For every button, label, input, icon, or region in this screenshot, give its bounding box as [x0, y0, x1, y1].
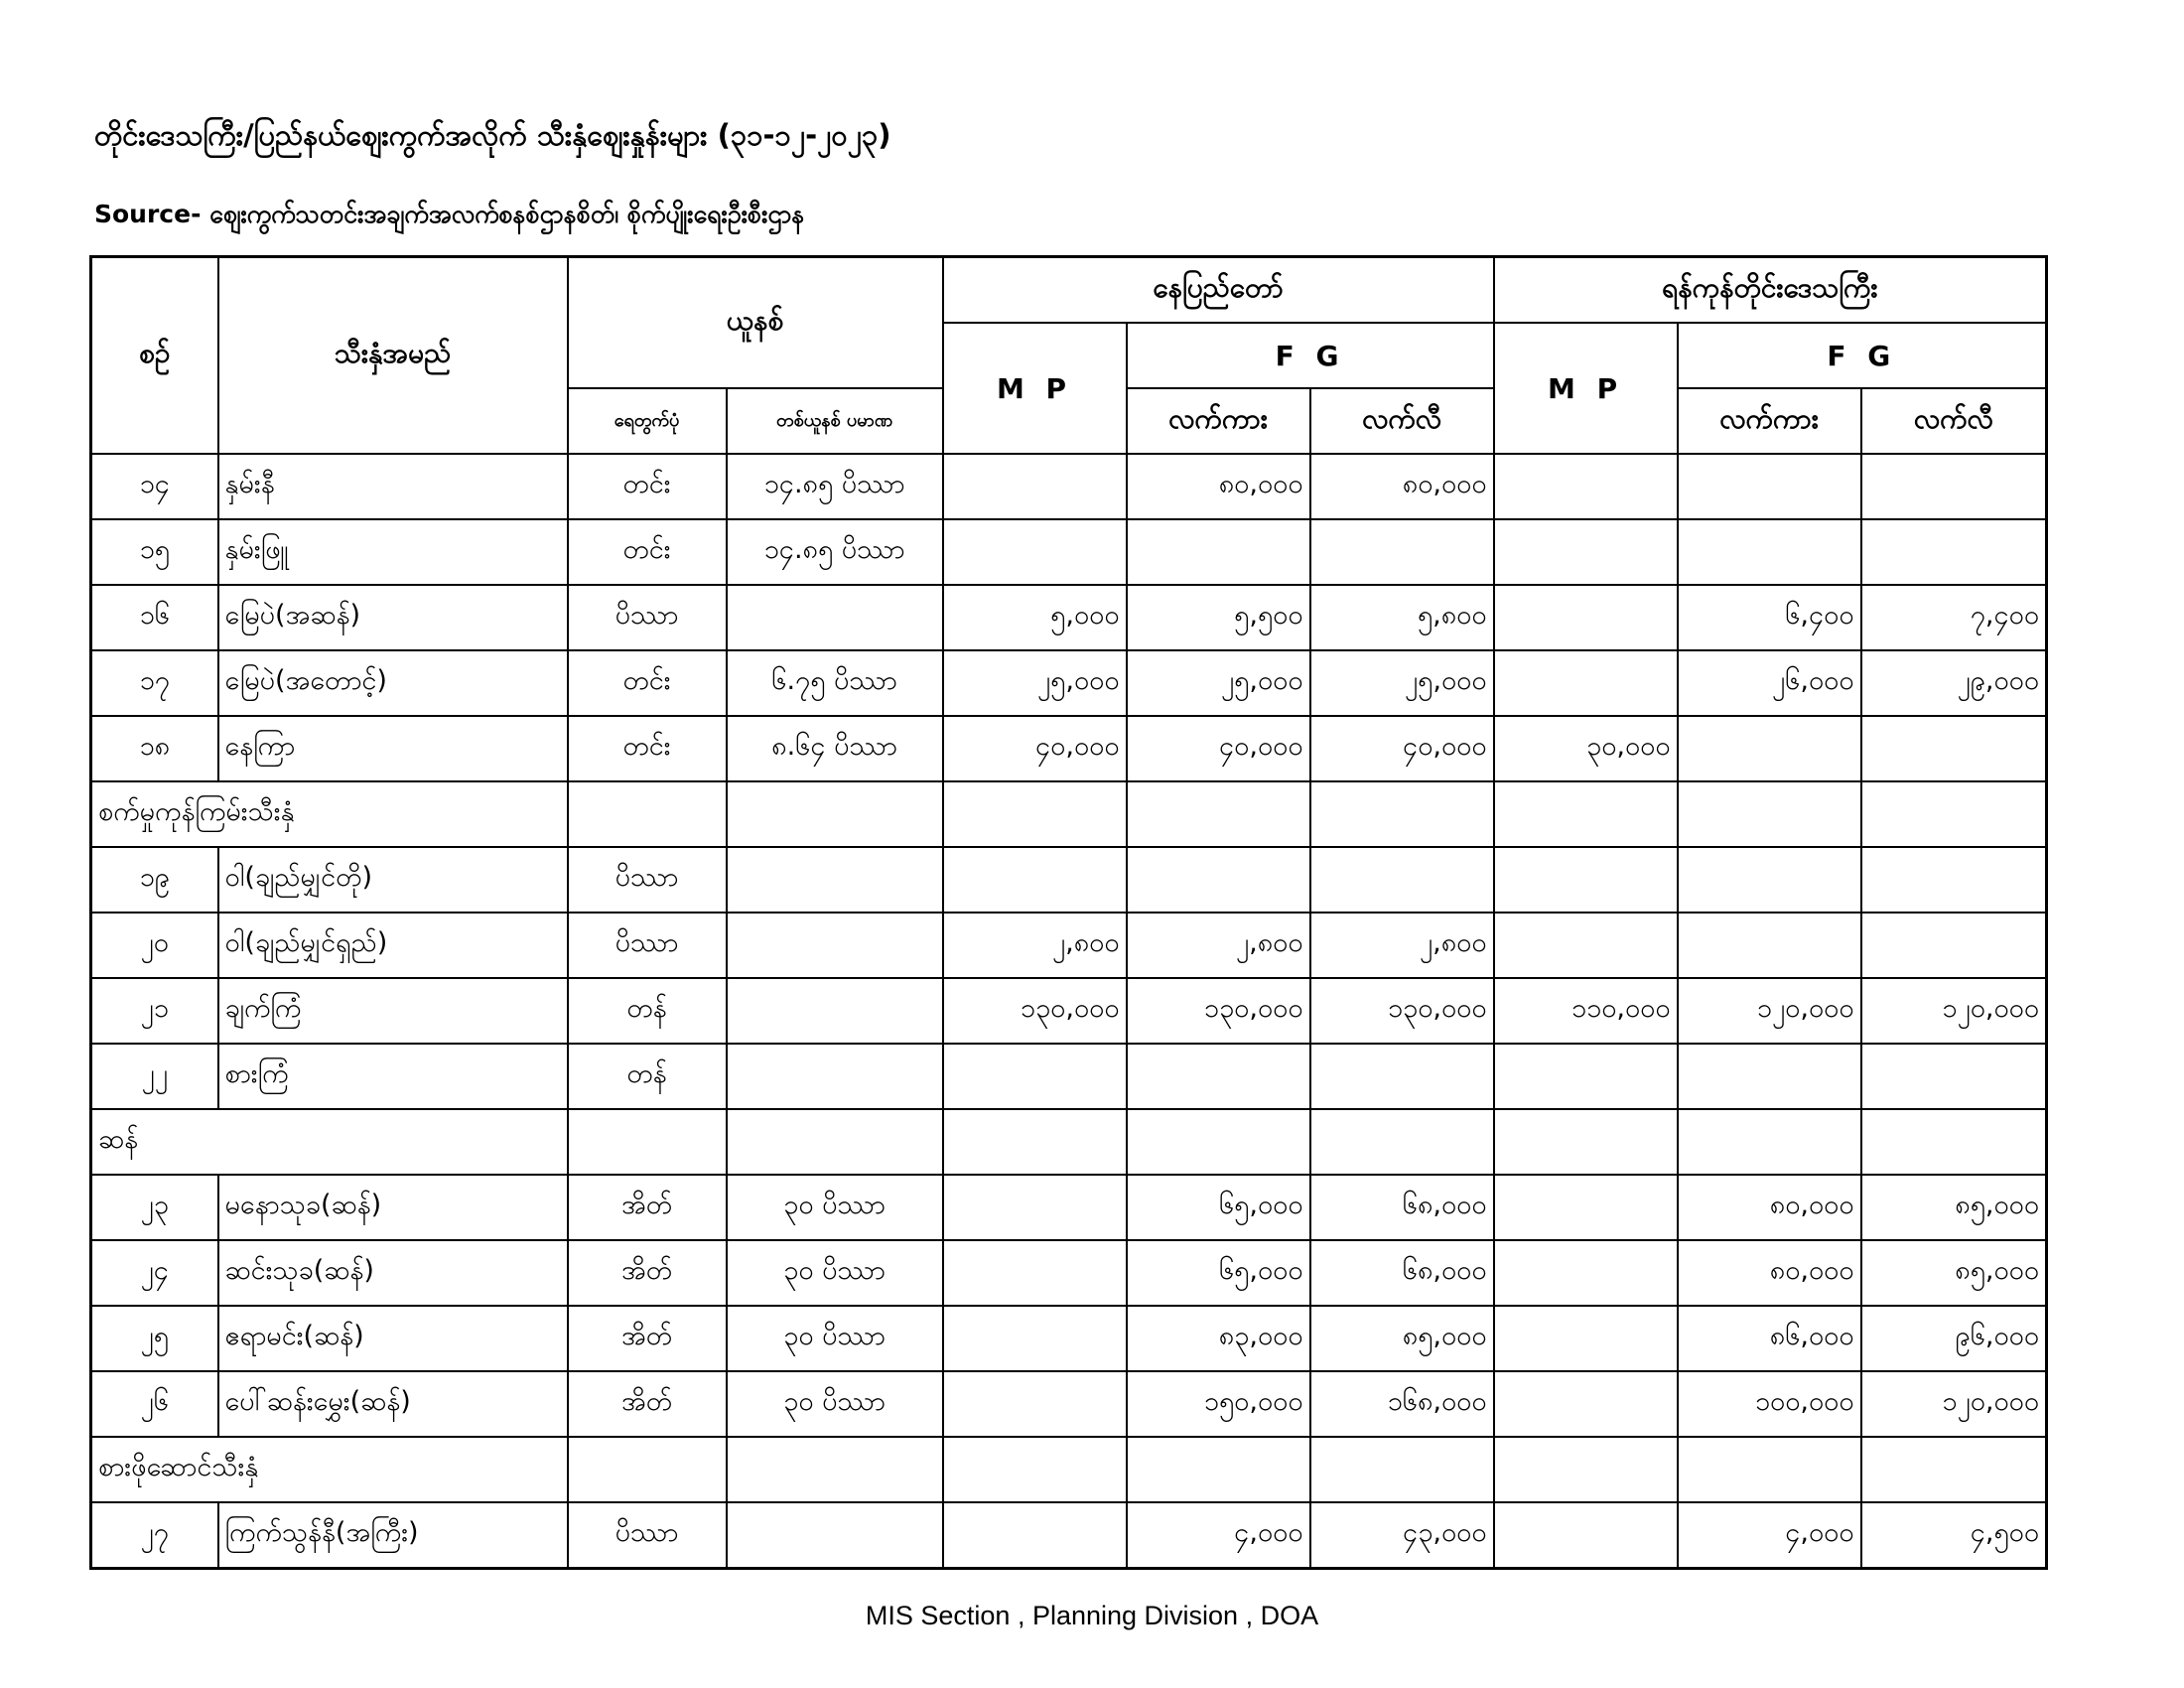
- yangon-retail-price: ၁၂၀,၀၀၀: [1861, 978, 2047, 1044]
- crop-name: မြေပဲ(အဆန်): [218, 585, 568, 650]
- naypyitaw-mp-price: [943, 1371, 1127, 1437]
- naypyitaw-mp-price: [943, 519, 1127, 585]
- empty-cell: [1861, 1109, 2047, 1175]
- unit-weight: [727, 1502, 943, 1569]
- naypyitaw-header: နေပြည်တော်: [943, 257, 1494, 324]
- yangon-retail-price: ၈၅,၀၀၀: [1861, 1240, 2047, 1306]
- table-row: [91, 1502, 2047, 1569]
- naypyitaw-mp-price: ၂,၈၀၀: [943, 913, 1127, 978]
- unit-weight: ၁၄.၈၅ ပိဿာ: [727, 454, 943, 519]
- naypyitaw-retail-price: ၂၅,၀၀၀: [1310, 650, 1494, 716]
- unit-count: ပိဿာ: [568, 847, 727, 913]
- crop-name: ပေါ်ဆန်းမွှေး(ဆန်): [218, 1371, 568, 1437]
- unit-count: အိတ်: [568, 1175, 727, 1240]
- naypyitaw-wholesale-price: ၁၅၀,၀၀၀: [1127, 1371, 1310, 1437]
- yangon-wholesale-price: [1678, 913, 1861, 978]
- yangon-retail-price: [1861, 913, 2047, 978]
- row-number: ၂၁: [91, 978, 218, 1044]
- table-row: [91, 1044, 2047, 1109]
- crop-name: ချက်ကြံ: [218, 978, 568, 1044]
- col-crop-header: သီးနှံအမည်: [218, 257, 568, 455]
- footer-text: MIS Section , Planning Division , DOA: [865, 1601, 1319, 1630]
- yangon-retail-price: ၂၉,၀၀၀: [1861, 650, 2047, 716]
- naypyitaw-mp-price: ၂၅,၀၀၀: [943, 650, 1127, 716]
- yangon-mp-price: [1494, 1502, 1678, 1569]
- yangon-wholesale-price: ၈၀,၀၀၀: [1678, 1175, 1861, 1240]
- yangon-mp-price: [1494, 1240, 1678, 1306]
- naypyitaw-wholesale-price: [1127, 519, 1310, 585]
- source-line: Source- ဈေးကွက်သတင်းအချက်အလက်စနစ်ဌာနစိတ်၊ စိုက်ပျိုးရေးဦးစီးဌာန: [94, 200, 805, 228]
- section-label: စားဖိုဆောင်သီးနှံ: [91, 1437, 568, 1502]
- yangon-header: ရန်ကုန်တိုင်းဒေသကြီး: [1494, 257, 2047, 324]
- naypyitaw-retail-price: ၈၅,၀၀၀: [1310, 1306, 1494, 1371]
- naypyitaw-retail-price: ၄၃,၀၀၀: [1310, 1502, 1494, 1569]
- yangon-mp-price: [1494, 519, 1678, 585]
- yangon-retail-price: [1861, 1044, 2047, 1109]
- crop-name: မြေပဲ(အတောင့်): [218, 650, 568, 716]
- table-row: [91, 716, 2047, 781]
- unit-weight: [727, 978, 943, 1044]
- yangon-mp-price: [1494, 650, 1678, 716]
- crop-name: နေကြာ: [218, 716, 568, 781]
- row-number: ၂၀: [91, 913, 218, 978]
- yangon-mp-price: ၁၁၀,၀၀၀: [1494, 978, 1678, 1044]
- naypyitaw-mp-price: ၄၀,၀၀၀: [943, 716, 1127, 781]
- naypyitaw-mp-price: [943, 1044, 1127, 1109]
- empty-cell: [727, 1109, 943, 1175]
- crop-name: ကြက်သွန်နီ(အကြီး): [218, 1502, 568, 1569]
- yangon-wholesale-price: ၈၀,၀၀၀: [1678, 1240, 1861, 1306]
- yangon-wholesale-price: [1678, 716, 1861, 781]
- unit-weight: ၆.၇၅ ပိဿာ: [727, 650, 943, 716]
- yangon-retail-price: ၈၅,၀၀၀: [1861, 1175, 2047, 1240]
- yangon-mp-price: [1494, 1371, 1678, 1437]
- table-row: [91, 913, 2047, 978]
- naypyitaw-retail-price: ၄၀,၀၀၀: [1310, 716, 1494, 781]
- empty-cell: [943, 1109, 1127, 1175]
- row-number: ၂၅: [91, 1306, 218, 1371]
- crop-name: နှမ်းနီ: [218, 454, 568, 519]
- empty-cell: [568, 1437, 727, 1502]
- unit-weight: [727, 585, 943, 650]
- empty-cell: [727, 781, 943, 847]
- table-row: [91, 454, 2047, 519]
- empty-cell: [1494, 1437, 1678, 1502]
- yangon-wholesale-price: [1678, 454, 1861, 519]
- table-row: [91, 585, 2047, 650]
- row-number: ၂၇: [91, 1502, 218, 1569]
- naypyitaw-wholesale-price: ၄၀,၀၀၀: [1127, 716, 1310, 781]
- yangon-retail-price: [1861, 454, 2047, 519]
- price-table: [89, 255, 2048, 1570]
- unit-weight: [727, 913, 943, 978]
- yangon-wholesale-price: ၁၀၀,၀၀၀: [1678, 1371, 1861, 1437]
- yangon-retail-price: ၇,၄၀၀: [1861, 585, 2047, 650]
- naypyitaw-wholesale-price: ၈၀,၀၀၀: [1127, 454, 1310, 519]
- yangon-mp-price: [1494, 847, 1678, 913]
- table-row: [91, 650, 2047, 716]
- yangon-retail-price: ၉၆,၀၀၀: [1861, 1306, 2047, 1371]
- unit-count: အိတ်: [568, 1240, 727, 1306]
- empty-cell: [1678, 1437, 1861, 1502]
- empty-cell: [1127, 1437, 1310, 1502]
- section-label: ဆန်: [91, 1109, 568, 1175]
- table-body: [91, 454, 2047, 1569]
- empty-cell: [727, 1437, 943, 1502]
- unit-count: တင်း: [568, 519, 727, 585]
- yangon-wholesale-price: [1678, 1044, 1861, 1109]
- naypyitaw-mp-price: ၅,၀၀၀: [943, 585, 1127, 650]
- row-number: ၁၅: [91, 519, 218, 585]
- naypyitaw-mp-price: [943, 1306, 1127, 1371]
- row-number: ၁၇: [91, 650, 218, 716]
- unit-count: ပိဿာ: [568, 913, 727, 978]
- unit-weight-header: တစ်ယူနစ် ပမာဏ: [727, 388, 943, 454]
- yangon-mp-price: [1494, 585, 1678, 650]
- unit-count-header: ရေတွက်ပုံ: [568, 388, 727, 454]
- unit-weight: [727, 1044, 943, 1109]
- row-number: ၁၈: [91, 716, 218, 781]
- unit-count: ပိဿာ: [568, 585, 727, 650]
- page-title: တိုင်းဒေသကြီး/ပြည်နယ်ဈေးကွက်အလိုက် သီးနှံဈေးနှုန်းများ (၃၁-၁၂-၂၀၂၃): [94, 118, 891, 152]
- yangon-mp-price: [1494, 913, 1678, 978]
- yangon-retail-price: [1861, 519, 2047, 585]
- naypyitaw-retail-price: ၆၈,၀၀၀: [1310, 1240, 1494, 1306]
- unit-count: အိတ်: [568, 1371, 727, 1437]
- naypyitaw-retail-price: [1310, 1044, 1494, 1109]
- empty-cell: [943, 781, 1127, 847]
- crop-name: ဆင်းသုခ(ဆန်): [218, 1240, 568, 1306]
- naypyitaw-wholesale-price: ၆၅,၀၀၀: [1127, 1240, 1310, 1306]
- crop-name: ဝါ(ချည်မျှင်ရှည်): [218, 913, 568, 978]
- empty-cell: [1678, 781, 1861, 847]
- unit-count: တင်း: [568, 716, 727, 781]
- empty-cell: [1127, 1109, 1310, 1175]
- table-row: [91, 1306, 2047, 1371]
- table-row: [91, 847, 2047, 913]
- empty-cell: [1678, 1109, 1861, 1175]
- table-row: [91, 978, 2047, 1044]
- yangon-wholesale-price: ၂၆,၀၀၀: [1678, 650, 1861, 716]
- crop-name: ဝါ(ချည်မျှင်တို): [218, 847, 568, 913]
- empty-cell: [943, 1437, 1127, 1502]
- unit-weight: ၃၀ ပိဿာ: [727, 1175, 943, 1240]
- yangon-wholesale-price: [1678, 847, 1861, 913]
- yangon-retail-header: လက်လီ: [1861, 388, 2047, 454]
- naypyitaw-wholesale-price: ၂၅,၀၀၀: [1127, 650, 1310, 716]
- unit-count: အိတ်: [568, 1306, 727, 1371]
- unit-count: ပိဿာ: [568, 1502, 727, 1569]
- yangon-wholesale-price: [1678, 519, 1861, 585]
- unit-weight: [727, 847, 943, 913]
- naypyitaw-wholesale-header: လက်ကား: [1127, 388, 1310, 454]
- naypyitaw-wholesale-price: [1127, 847, 1310, 913]
- yangon-wholesale-price: ၄,၀၀၀: [1678, 1502, 1861, 1569]
- yangon-fg-header: F G: [1678, 323, 2047, 388]
- naypyitaw-mp-price: [943, 1502, 1127, 1569]
- naypyitaw-mp-price: ၁၃၀,၀၀၀: [943, 978, 1127, 1044]
- naypyitaw-retail-price: ၅,၈၀၀: [1310, 585, 1494, 650]
- naypyitaw-mp-price: [943, 1175, 1127, 1240]
- yangon-retail-price: [1861, 716, 2047, 781]
- row-number: ၂၄: [91, 1240, 218, 1306]
- yangon-wholesale-price: ၈၆,၀၀၀: [1678, 1306, 1861, 1371]
- naypyitaw-mp-price: [943, 454, 1127, 519]
- naypyitaw-wholesale-price: ၆၅,၀၀၀: [1127, 1175, 1310, 1240]
- yangon-mp-price: [1494, 1306, 1678, 1371]
- yangon-wholesale-price: ၁၂၀,၀၀၀: [1678, 978, 1861, 1044]
- table-row: [91, 1240, 2047, 1306]
- naypyitaw-retail-price: ၆၈,၀၀၀: [1310, 1175, 1494, 1240]
- yangon-retail-price: ၄,၅၀၀: [1861, 1502, 2047, 1569]
- naypyitaw-wholesale-price: ၄,၀၀၀: [1127, 1502, 1310, 1569]
- empty-cell: [568, 1109, 727, 1175]
- empty-cell: [1127, 781, 1310, 847]
- row-number: ၂၆: [91, 1371, 218, 1437]
- crop-name: စားကြံ: [218, 1044, 568, 1109]
- naypyitaw-retail-price: ၈၀,၀၀၀: [1310, 454, 1494, 519]
- yangon-mp-price: ၃၀,၀၀၀: [1494, 716, 1678, 781]
- row-number: ၂၃: [91, 1175, 218, 1240]
- empty-cell: [1861, 1437, 2047, 1502]
- naypyitaw-wholesale-price: ၁၃၀,၀၀၀: [1127, 978, 1310, 1044]
- row-number: ၁၉: [91, 847, 218, 913]
- unit-count: တင်း: [568, 650, 727, 716]
- unit-weight: ၃၀ ပိဿာ: [727, 1371, 943, 1437]
- naypyitaw-retail-price: ၂,၈၀၀: [1310, 913, 1494, 978]
- naypyitaw-mp-header: M P: [943, 323, 1127, 454]
- row-number: ၁၄: [91, 454, 218, 519]
- section-row: [91, 781, 2047, 847]
- unit-weight: ၈.၆၄ ပိဿာ: [727, 716, 943, 781]
- yangon-retail-price: [1861, 847, 2047, 913]
- crop-name: နှမ်းဖြူ: [218, 519, 568, 585]
- col-no-header: စဉ်: [91, 257, 218, 455]
- empty-cell: [1310, 781, 1494, 847]
- crop-name: ဧရာမင်း(ဆန်): [218, 1306, 568, 1371]
- yangon-wholesale-price: ၆,၄၀၀: [1678, 585, 1861, 650]
- empty-cell: [1310, 1109, 1494, 1175]
- naypyitaw-retail-header: လက်လီ: [1310, 388, 1494, 454]
- unit-weight: ၁၄.၈၅ ပိဿာ: [727, 519, 943, 585]
- col-unit-header: ယူနစ်: [568, 257, 943, 389]
- section-row: [91, 1109, 2047, 1175]
- row-number: ၁၆: [91, 585, 218, 650]
- empty-cell: [568, 781, 727, 847]
- empty-cell: [1310, 1437, 1494, 1502]
- naypyitaw-wholesale-price: ၅,၅၀၀: [1127, 585, 1310, 650]
- naypyitaw-fg-header: F G: [1127, 323, 1494, 388]
- yangon-retail-price: ၁၂၀,၀၀၀: [1861, 1371, 2047, 1437]
- table-row: [91, 1175, 2047, 1240]
- empty-cell: [1494, 1109, 1678, 1175]
- naypyitaw-retail-price: ၁၆၈,၀၀၀: [1310, 1371, 1494, 1437]
- crop-name: မနောသုခ(ဆန်): [218, 1175, 568, 1240]
- naypyitaw-mp-price: [943, 847, 1127, 913]
- naypyitaw-retail-price: ၁၃၀,၀၀၀: [1310, 978, 1494, 1044]
- table-row: [91, 519, 2047, 585]
- unit-count: တန်: [568, 1044, 727, 1109]
- table-row: [91, 1371, 2047, 1437]
- row-number: ၂၂: [91, 1044, 218, 1109]
- unit-weight: ၃၀ ပိဿာ: [727, 1240, 943, 1306]
- yangon-mp-header: M P: [1494, 323, 1678, 454]
- empty-cell: [1861, 781, 2047, 847]
- naypyitaw-retail-price: [1310, 847, 1494, 913]
- naypyitaw-mp-price: [943, 1240, 1127, 1306]
- unit-count: တင်း: [568, 454, 727, 519]
- naypyitaw-retail-price: [1310, 519, 1494, 585]
- naypyitaw-wholesale-price: ၈၃,၀၀၀: [1127, 1306, 1310, 1371]
- yangon-mp-price: [1494, 454, 1678, 519]
- unit-weight: ၃၀ ပိဿာ: [727, 1306, 943, 1371]
- yangon-mp-price: [1494, 1044, 1678, 1109]
- empty-cell: [1494, 781, 1678, 847]
- section-label: စက်မှုကုန်ကြမ်းသီးနှံ: [91, 781, 568, 847]
- section-row: [91, 1437, 2047, 1502]
- naypyitaw-wholesale-price: ၂,၈၀၀: [1127, 913, 1310, 978]
- unit-count: တန်: [568, 978, 727, 1044]
- yangon-mp-price: [1494, 1175, 1678, 1240]
- yangon-wholesale-header: လက်ကား: [1678, 388, 1861, 454]
- naypyitaw-wholesale-price: [1127, 1044, 1310, 1109]
